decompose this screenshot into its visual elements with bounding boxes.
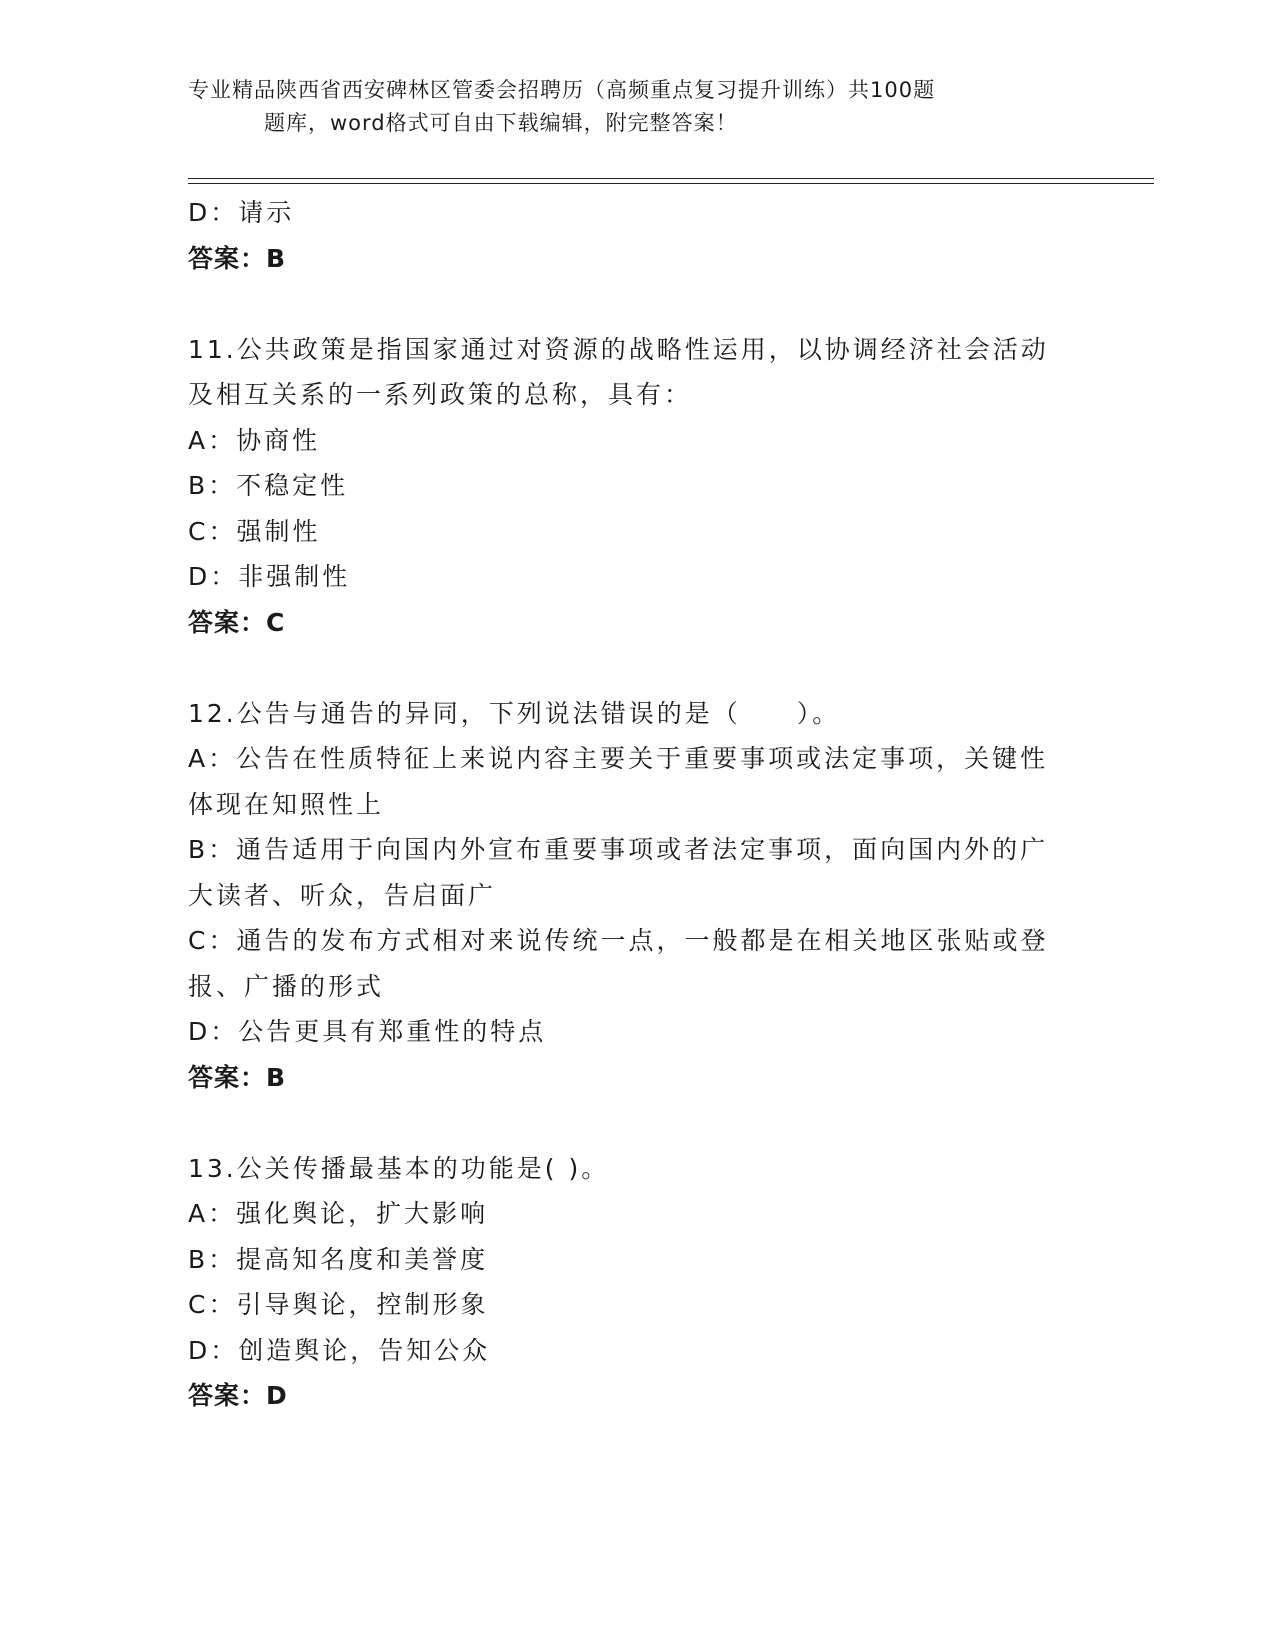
question-11-text: 及相互关系的一系列政策的总称，具有： bbox=[188, 380, 693, 409]
question-13-option-c: C：引导舆论，控制形象 bbox=[188, 1290, 489, 1319]
question-11-answer: 答案：C bbox=[188, 607, 286, 637]
header-title-line-2: 题库，word格式可自由下载编辑，附完整答案！ bbox=[264, 111, 738, 135]
question-13-option-b: B：提高知名度和美誉度 bbox=[188, 1244, 489, 1274]
question-12-option-a: A：公告在性质特征上来说内容主要关于重要事项或法定事项，关键性 bbox=[188, 744, 1049, 773]
spacer bbox=[188, 1100, 1088, 1146]
question-12-option-d: D：公告更具有郑重性的特点 bbox=[188, 1017, 547, 1046]
header-rule-top bbox=[188, 178, 1154, 179]
question-11-text: 11.公共政策是指国家通过对资源的战略性运用，以协调经济社会活动 bbox=[188, 334, 1049, 364]
question-12-answer: 答案：B bbox=[188, 1062, 287, 1092]
option-d: D：请示 bbox=[188, 198, 295, 227]
question-13-text: 13.公关传播最基本的功能是( )。 bbox=[188, 1153, 610, 1183]
question-12-option-c-cont: 报、广播的形式 bbox=[188, 971, 385, 1001]
header-title-line-1: 专业精品陕西省西安碑林区管委会招聘历（高频重点复习提升训练）共100题 bbox=[188, 78, 936, 102]
spacer bbox=[188, 281, 1088, 327]
question-11-option-d: D：非强制性 bbox=[188, 562, 351, 591]
question-11-option-b: B：不稳定性 bbox=[188, 471, 349, 500]
question-12-text: 12.公告与通告的异同，下列说法错误的是（ ）。 bbox=[188, 698, 841, 728]
question-12-option-c: C：通告的发布方式相对来说传统一点，一般都是在相关地区张贴或登 bbox=[188, 926, 1049, 955]
document-header bbox=[188, 74, 1068, 140]
question-12-option-b-cont: 大读者、听众，告启面广 bbox=[188, 880, 497, 910]
question-11-option-a: A：协商性 bbox=[188, 425, 321, 455]
question-13-option-d: D：创造舆论，告知公众 bbox=[188, 1335, 491, 1365]
spacer bbox=[188, 645, 1088, 691]
answer: 答案：B bbox=[188, 243, 287, 273]
question-12-option-a-cont: 体现在知照性上 bbox=[188, 789, 385, 819]
question-13-option-a: A：强化舆论，扩大影响 bbox=[188, 1199, 489, 1228]
question-11-option-c: C：强制性 bbox=[188, 516, 321, 546]
question-12-option-b: B：通告适用于向国内外宣布重要事项或者法定事项，面向国内外的广 bbox=[188, 835, 1049, 864]
question-13-answer: 答案：D bbox=[188, 1381, 288, 1410]
header-rule-bottom bbox=[188, 183, 1154, 184]
document-body bbox=[188, 190, 1088, 1419]
